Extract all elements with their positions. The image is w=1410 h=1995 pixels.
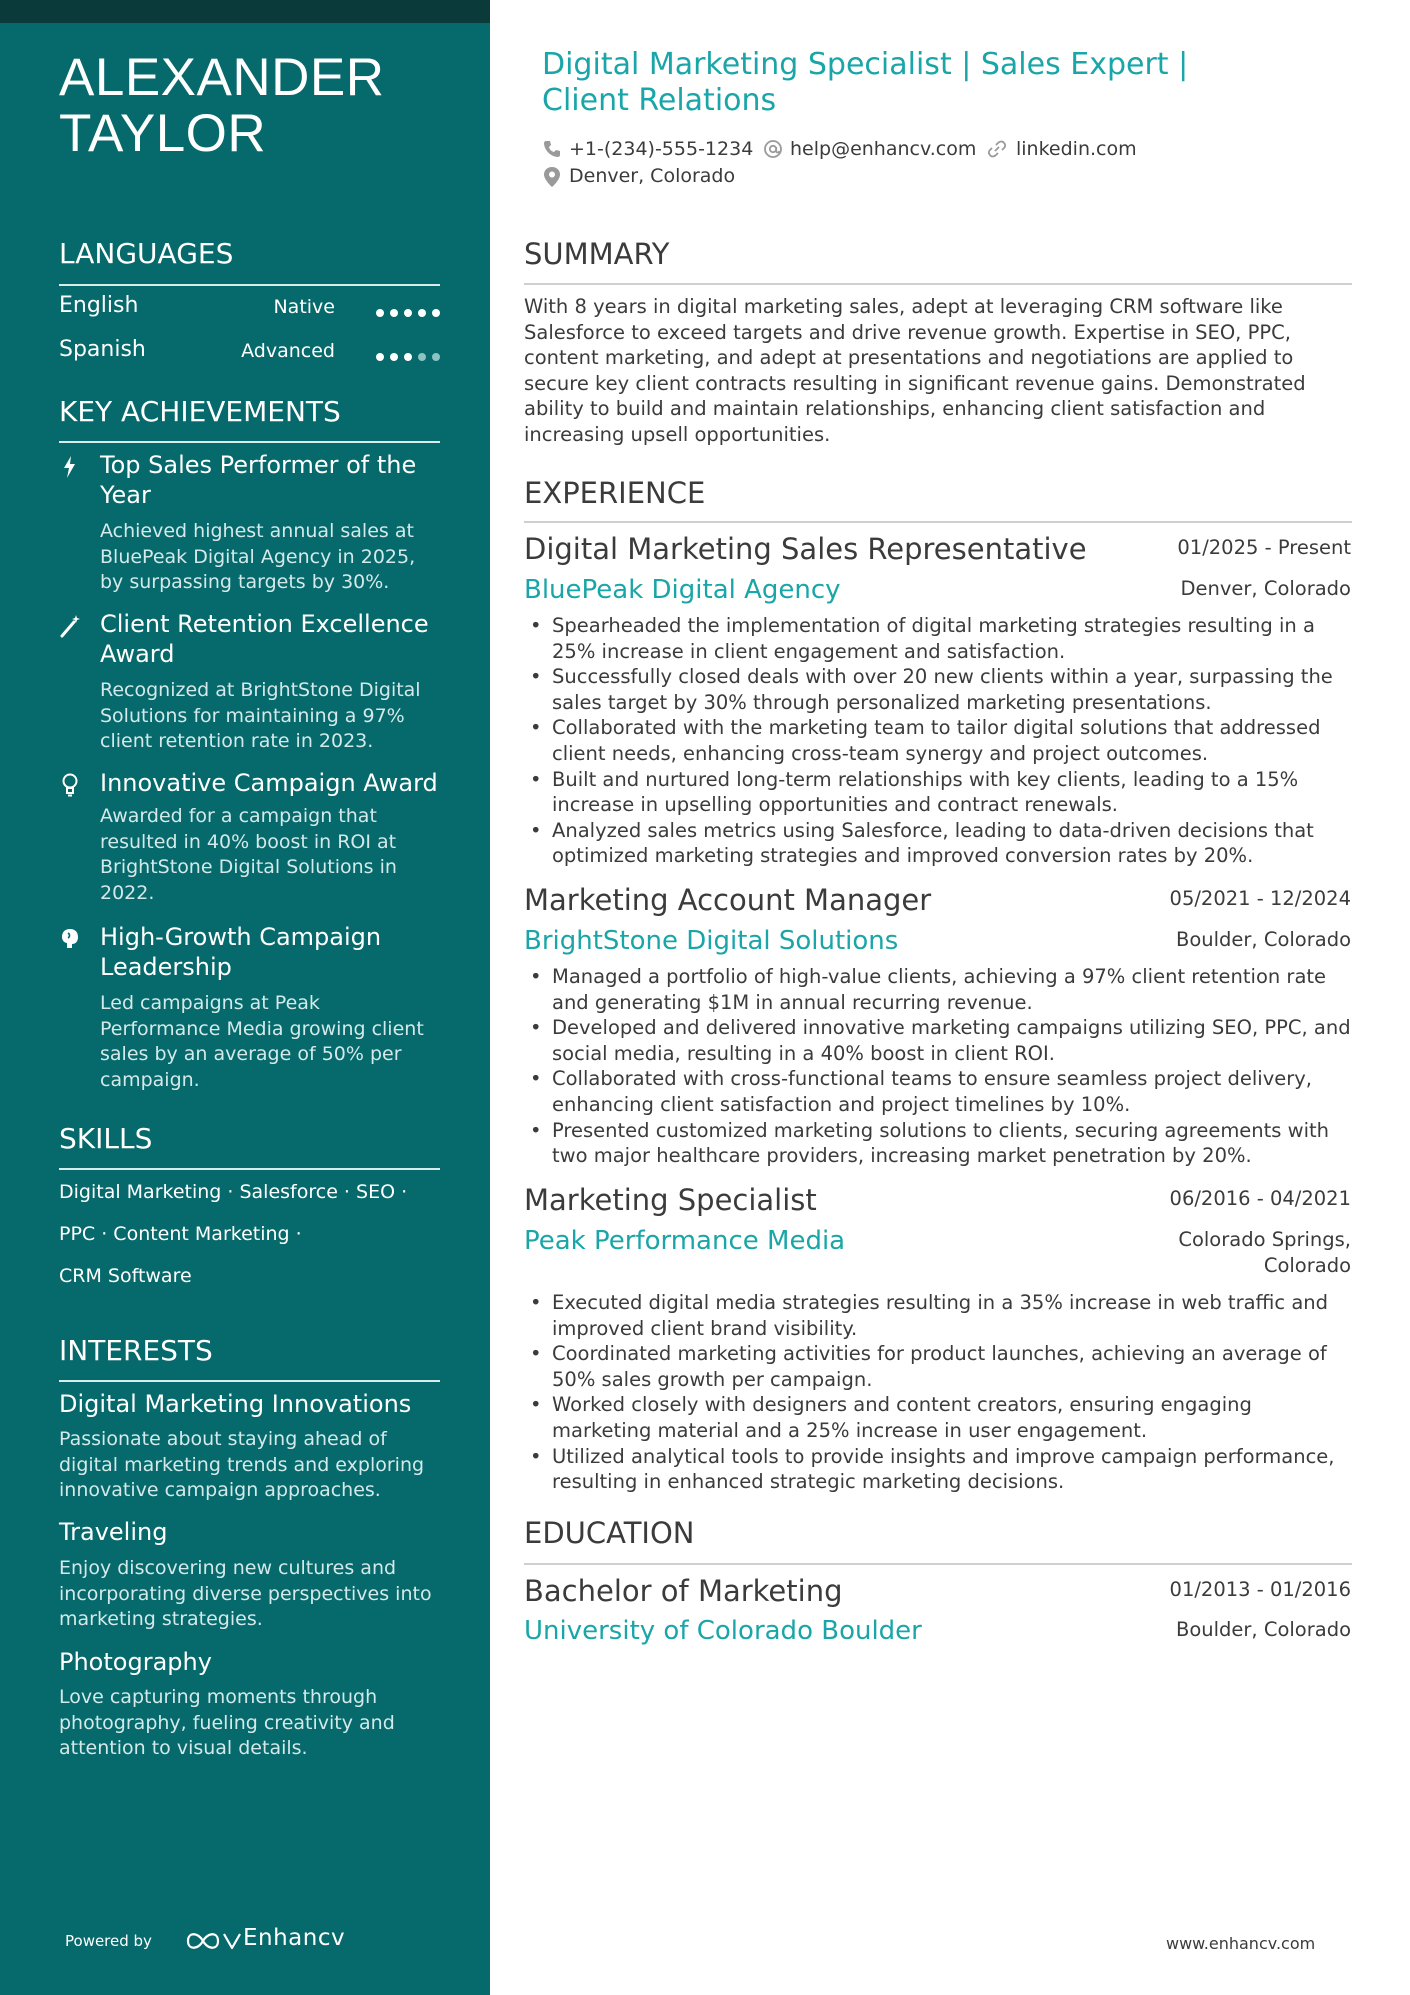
language-level: Native	[273, 296, 335, 318]
skills-line: Digital Marketing · Salesforce · SEO ·	[59, 1181, 408, 1203]
proficiency-dots	[370, 346, 440, 365]
skills-heading: SKILLS	[59, 1122, 153, 1155]
list-item: • Analyzed sales metrics using Salesforce, leading to data-driven decisions that optimized marketing strategies and improved conversion rates by 20%.	[524, 818, 1352, 869]
language-item	[59, 293, 440, 325]
education-location: Boulder, Colorado	[1175, 1618, 1351, 1641]
experience-heading: EXPERIENCE	[524, 476, 706, 510]
skills-list	[59, 1179, 440, 1305]
divider	[59, 1380, 440, 1382]
job-bullets	[524, 1290, 1352, 1495]
interests-heading: INTERESTS	[59, 1334, 213, 1367]
school-name: University of Colorado Boulder	[524, 1616, 922, 1646]
brain-icon	[59, 926, 81, 952]
proficiency-dots	[370, 302, 440, 321]
list-item: • Managed a portfolio of high-value clients, achieving a 97% client retention rate and generating $1M in annual recurring revenue.	[524, 964, 1352, 1015]
job-location: Boulder, Colorado	[1175, 928, 1351, 951]
job-bullets	[524, 613, 1352, 869]
job-title: Digital Marketing Sales Representative	[524, 532, 1087, 566]
degree-title: Bachelor of Marketing	[524, 1574, 843, 1608]
job-dates: 05/2021 - 12/2024	[1169, 887, 1351, 910]
achievements-heading: KEY ACHIEVEMENTS	[59, 395, 341, 428]
list-item: • Coordinated marketing activities for product launches, achieving an average of 50% sales growth per campaign.	[524, 1341, 1352, 1392]
job-bullets	[524, 964, 1352, 1169]
list-item: • Spearheaded the implementation of digital marketing strategies resulting in a 25% increase in client engagement and satisfaction.	[524, 613, 1352, 664]
list-item: • Built and nurtured long-term relationships with key clients, leading to a 15% increase in upselling opportunities and contract renewals.	[524, 767, 1352, 818]
interest-title: Digital Marketing Innovations	[59, 1390, 412, 1418]
company-name: BluePeak Digital Agency	[524, 575, 841, 605]
achievement-description: Awarded for a campaign that resulted in 40% boost in ROI at BrightStone Digital Solutions in 2022.	[100, 805, 397, 904]
language-level: Advanced	[241, 340, 335, 362]
interest-title: Photography	[59, 1648, 212, 1676]
job-location: Colorado Springs, Colorado	[1178, 1228, 1351, 1277]
job-title: Marketing Specialist	[524, 1183, 817, 1217]
interest-title: Traveling	[59, 1518, 168, 1546]
achievement-description: Recognized at BrightStone Digital Solutions for maintaining a 97% client retention rate in 2023.	[100, 679, 421, 752]
sidebar	[0, 0, 490, 1995]
divider	[59, 441, 440, 443]
list-item: • Developed and delivered innovative marketing campaigns utilizing SEO, PPC, and social media, resulting in a 40% boost in client ROI.	[524, 1015, 1352, 1066]
headline: Digital Marketing Specialist | Sales Expert | Client Relations	[542, 47, 1189, 118]
powered-by-label: Powered by	[65, 1932, 152, 1950]
sidebar-top-band	[0, 0, 490, 23]
footer-url[interactable]: www.enhancv.com	[1166, 1934, 1316, 1953]
divider	[524, 1563, 1352, 1565]
achievement-title: Innovative Campaign Award	[100, 769, 438, 797]
achievement-title: Top Sales Performer of the Year	[100, 451, 417, 509]
list-item: • Utilized analytical tools to provide insights and improve campaign performance, resulting in enhanced strategic marketing decisions.	[524, 1444, 1352, 1495]
job-location: Denver, Colorado	[1180, 577, 1351, 600]
list-item: • Collaborated with cross-functional teams to ensure seamless project delivery, enhancing client satisfaction and project timelines by 10%.	[524, 1066, 1352, 1117]
list-item: • Collaborated with the marketing team to tailor digital solutions that addressed client needs, enhancing cross-team synergy and project outcomes.	[524, 715, 1352, 766]
interest-description: Love capturing moments through photography, fueling creativity and attention to visual details.	[59, 1686, 395, 1759]
achievement-description: Led campaigns at Peak Performance Media growing client sales by an average of 50% per campaign.	[100, 992, 424, 1091]
divider	[524, 283, 1352, 285]
interest-description: Passionate about staying ahead of digital marketing trends and exploring innovative campaign approaches.	[59, 1428, 425, 1501]
list-item: • Successfully closed deals with over 20 new clients within a year, surpassing the sales target by 30% through personalized marketing presentations.	[524, 664, 1352, 715]
link-icon	[986, 139, 1008, 159]
language-name: Spanish	[59, 337, 146, 362]
languages-heading: LANGUAGES	[59, 237, 234, 270]
job-title: Marketing Account Manager	[524, 883, 932, 917]
achievement-title: High-Growth Campaign Leadership	[100, 923, 382, 981]
education-heading: EDUCATION	[524, 1516, 695, 1550]
education-dates: 01/2013 - 01/2016	[1169, 1578, 1351, 1601]
interest-description: Enjoy discovering new cultures and incorporating diverse perspectives into marketing strategies.	[59, 1557, 432, 1630]
list-item: • Presented customized marketing solutions to clients, securing agreements with two major healthcare providers, increasing market penetration by 20%.	[524, 1118, 1352, 1169]
divider	[524, 521, 1352, 523]
skills-line: PPC · Content Marketing ·	[59, 1223, 302, 1245]
job-dates: 01/2025 - Present	[1177, 536, 1351, 559]
job-dates: 06/2016 - 04/2021	[1169, 1187, 1351, 1210]
location-pin-icon	[542, 166, 562, 188]
enhancv-brand: Enhancv	[243, 1925, 346, 1951]
summary-heading: SUMMARY	[524, 237, 670, 271]
company-name: BrightStone Digital Solutions	[524, 926, 899, 956]
achievement-title: Client Retention Excellence Award	[100, 610, 429, 668]
lightbulb-icon	[59, 772, 81, 798]
list-item: • Executed digital media strategies resulting in a 35% increase in web traffic and improved client brand visibility.	[524, 1290, 1352, 1341]
list-item: • Worked closely with designers and content creators, ensuring engaging marketing material and a 25% increase in user engagement.	[524, 1392, 1352, 1443]
summary-text: With 8 years in digital marketing sales, adept at leveraging CRM software like Salesforce to exceed targets and drive revenue growth. Expertise in SEO, PPC, content marketing, and adept at presentations and negotiations are applied to secure key client contracts resulting in significant revenue gains. Demonstrated ability to build and maintain relationships, enhancing client satisfaction and increasing upsell opportunities.	[524, 295, 1306, 446]
company-name: Peak Performance Media	[524, 1226, 846, 1256]
at-sign-icon	[762, 139, 784, 159]
achievement-description: Achieved highest annual sales at BluePeak Digital Agency in 2025, by surpassing targets by 30%.	[100, 520, 416, 593]
lightning-icon	[59, 454, 81, 480]
divider	[59, 1168, 440, 1170]
candidate-name: ALEXANDER TAYLOR	[59, 48, 385, 163]
skills-line: CRM Software	[59, 1265, 192, 1287]
language-name: English	[59, 293, 139, 318]
divider	[59, 284, 440, 286]
magic-wand-icon	[59, 613, 81, 639]
language-item	[59, 337, 440, 369]
phone-icon	[542, 139, 562, 159]
